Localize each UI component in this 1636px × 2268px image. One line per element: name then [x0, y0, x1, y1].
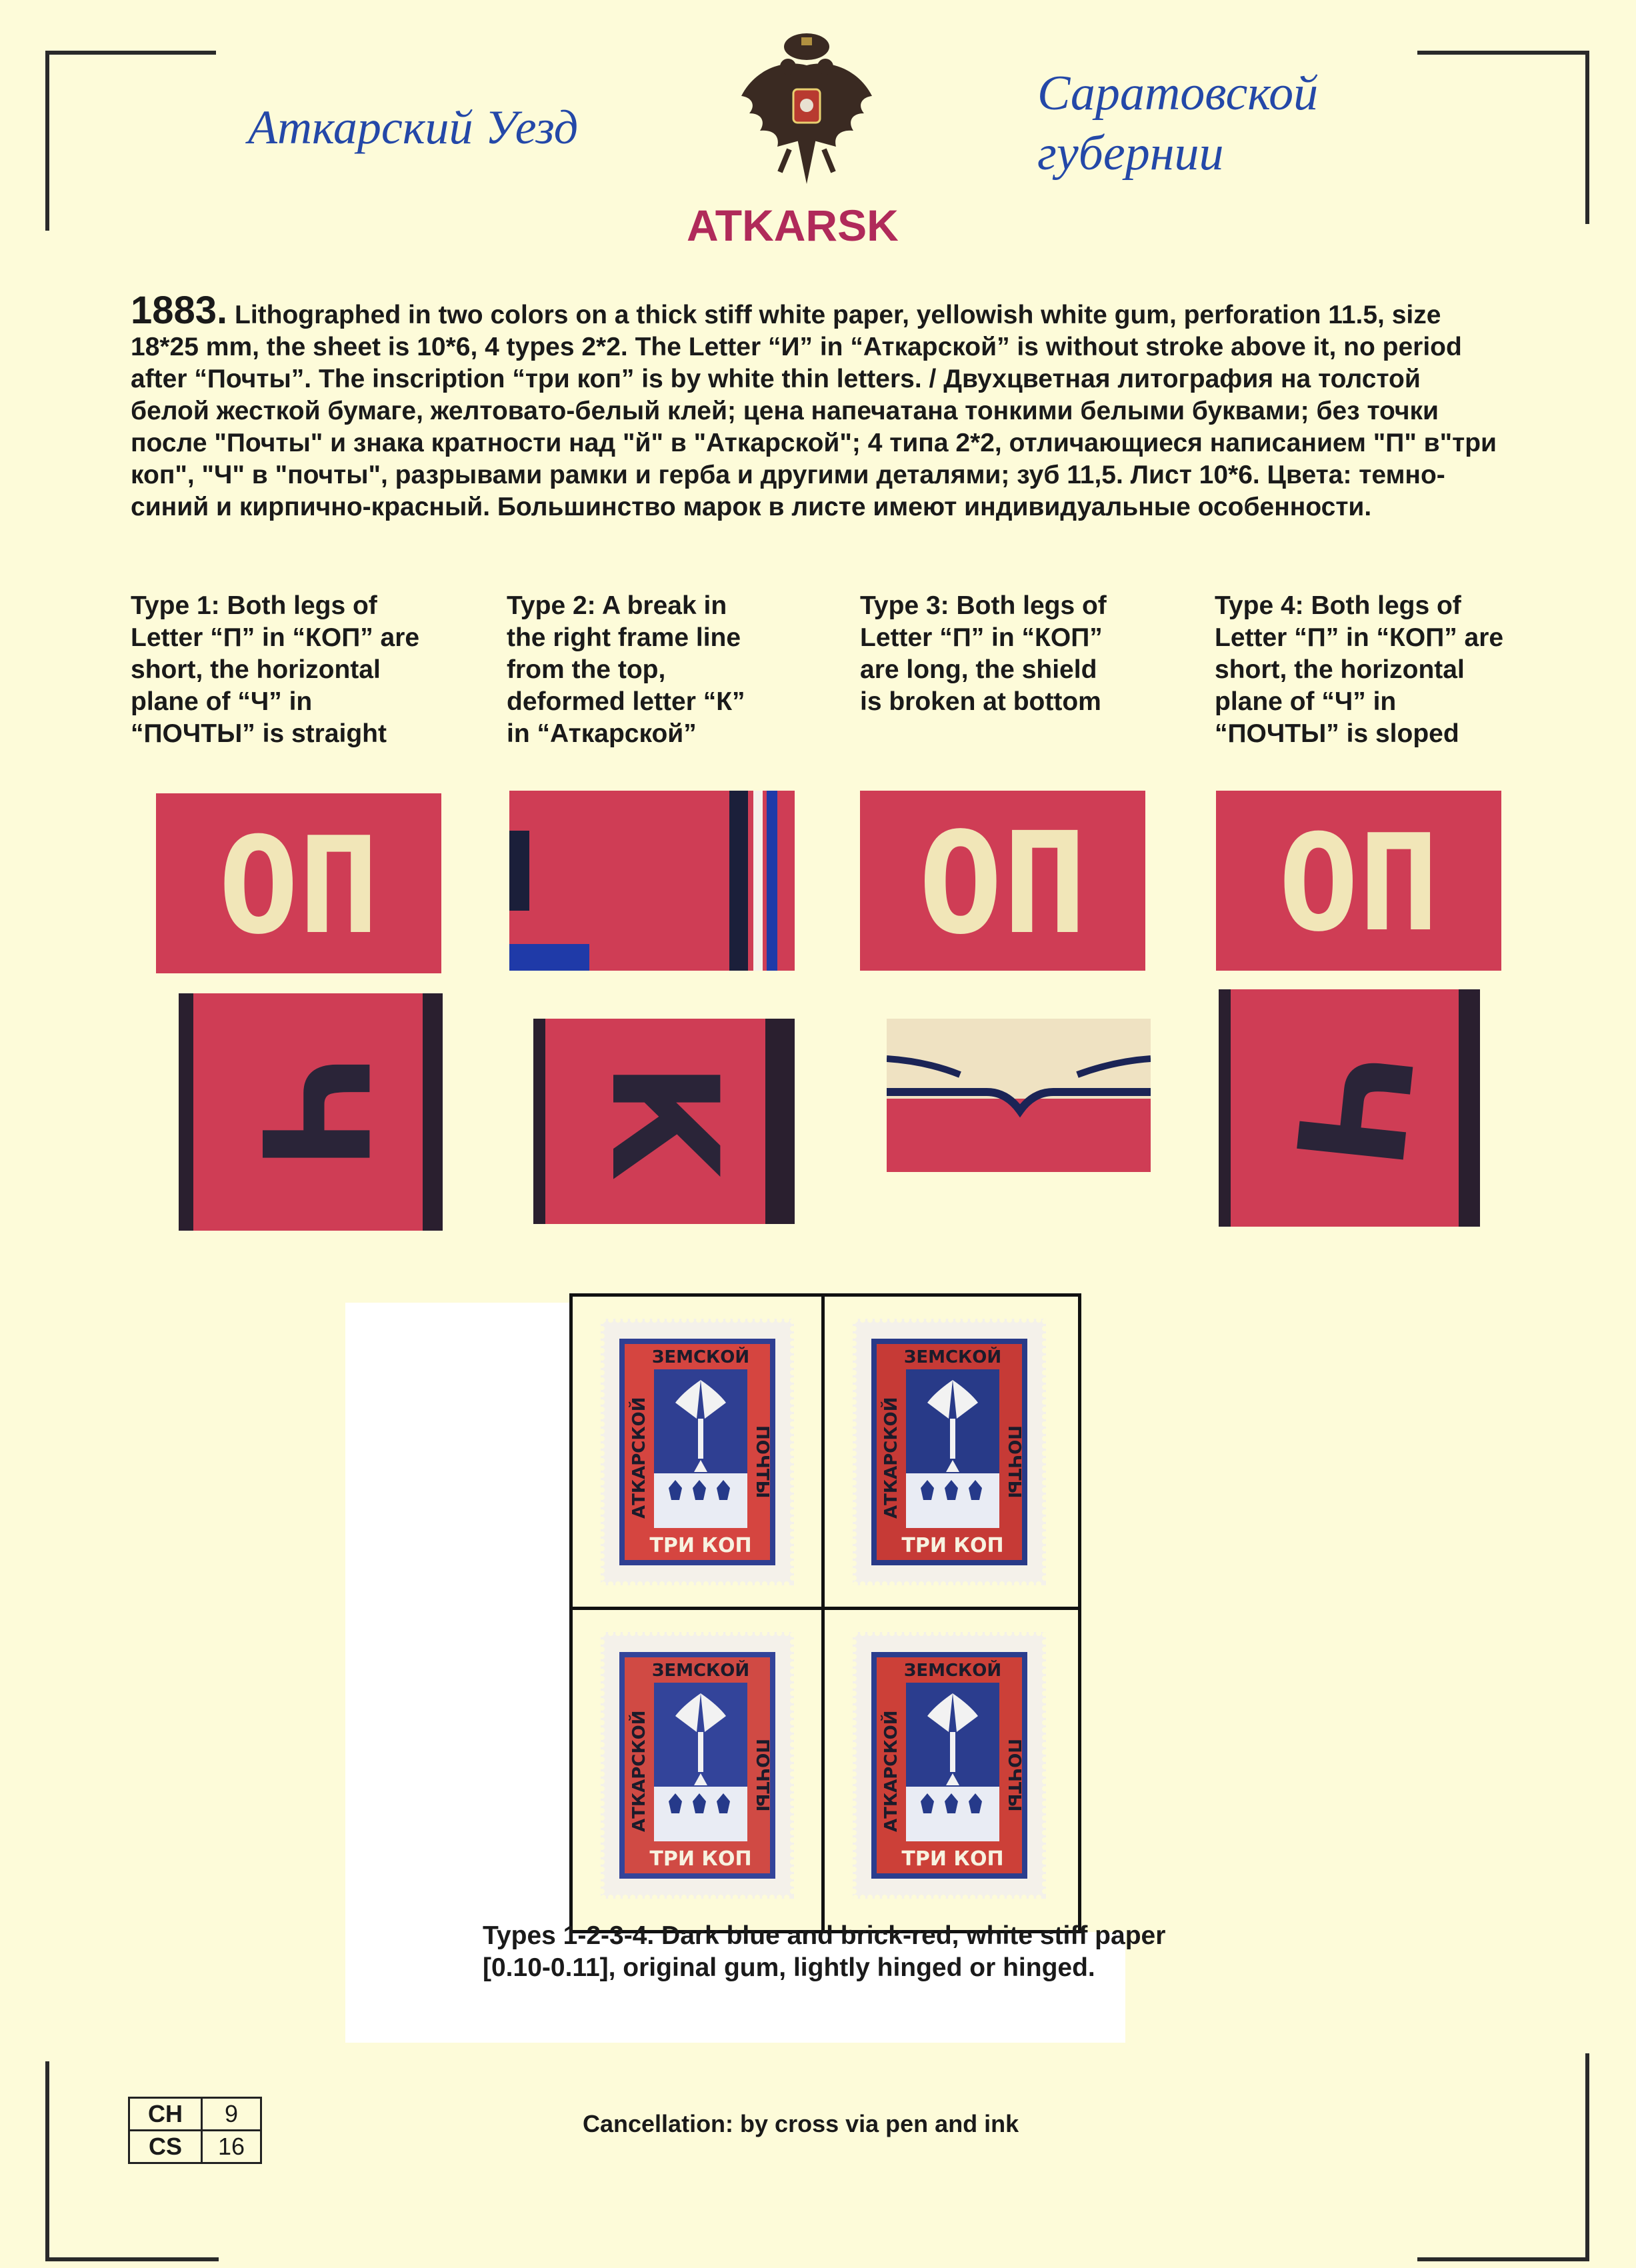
- type-line: Type 2: A break in: [507, 591, 727, 620]
- stamp-image: [601, 1632, 794, 1899]
- type-line: plane of “Ч” in: [131, 687, 313, 716]
- stamp-right-text: ПОЧТЫ: [751, 1738, 772, 1812]
- type-1-op-closeup: [156, 793, 441, 973]
- stamp-bottom-text: ТРИ КОП: [649, 1847, 752, 1871]
- ch-letter: Ч: [228, 1053, 399, 1171]
- type-line: Type 4: Both legs of: [1215, 591, 1461, 620]
- type-line: Letter “П” in “КОП” are: [1215, 623, 1504, 652]
- stamp-left-text: АТКАРСКОЙ: [629, 1397, 649, 1519]
- stamp-left-text: АТКАРСКОЙ: [629, 1710, 649, 1832]
- catalog-row: [129, 2098, 261, 2131]
- catalog-value: 9: [202, 2098, 261, 2131]
- stamp-type-3: [573, 1610, 821, 1920]
- type-2-frame-break-closeup: [509, 791, 795, 971]
- intro-text: Lithographed in two colors on a thick stiff white paper, yellowish white gum, perforation 11.5, size 18*25 mm, the sheet is 10*6, 4 types 2*2. The Letter “И” in “Аткарской” is without stroke above it, no period after “Почты”. The inscription “три коп” is by white thin letters. / Двухцветная литография на толстой белой жесткой бумаге, желтовато-белый клей; цена напечатана тонкими белыми буквами; без точки после "Почты" и знака кратности над "й" в "Аткарской"; 4 типа 2*2, отличающиеся написанием "П" в"три коп", "Ч" в "почты", разрывами рамки и герба и другими деталями; зуб 11,5. Лист 10*6. Цвета: темно-синий и кирпично-красный. Большинство марок в листе имеют индивидуальные особенности.: [131, 301, 1497, 521]
- stamp-right-text: ПОЧТЫ: [1003, 1425, 1024, 1499]
- type-4-ch-closeup: [1219, 989, 1480, 1227]
- stamp-top-text: ЗЕМСКОЙ: [651, 1347, 749, 1367]
- type-line: from the top,: [507, 655, 666, 684]
- type-line: in “Аткарской”: [507, 719, 697, 748]
- k-letter: К: [579, 1061, 749, 1181]
- stamp-bottom-text: ТРИ КОП: [901, 1847, 1004, 1871]
- op-letters: ОП: [1278, 806, 1439, 961]
- stamp-left-text: АТКАРСКОЙ: [881, 1710, 901, 1832]
- type-line: “ПОЧТЫ” is sloped: [1215, 719, 1459, 748]
- type-line: deformed letter “К”: [507, 687, 745, 716]
- type-3-shield-closeup: [887, 1019, 1151, 1172]
- type-line: Type 3: Both legs of: [860, 591, 1107, 620]
- type-3-description: [860, 590, 1107, 718]
- type-line: Letter “П” in “КОП”: [860, 623, 1103, 652]
- op-letters: ОП: [918, 802, 1087, 965]
- stamp-image: [853, 1632, 1046, 1899]
- type-2-description: [507, 590, 745, 750]
- type-1-description: [131, 590, 419, 750]
- province-title-line2: губернии: [1037, 126, 1224, 181]
- type-line: plane of “Ч” in: [1215, 687, 1397, 716]
- stamp-type-2: [825, 1297, 1073, 1607]
- type-4-op-closeup: [1216, 791, 1501, 971]
- corner-bracket-top-left: [45, 51, 216, 55]
- catalog-table: [128, 2097, 262, 2164]
- stamp-top-text: ЗЕМСКОЙ: [651, 1660, 749, 1681]
- stamp-right-text: ПОЧТЫ: [1003, 1738, 1024, 1812]
- stamp-type-1: [573, 1297, 821, 1607]
- stamp-right-text: ПОЧТЫ: [751, 1425, 772, 1499]
- type-line: short, the horizontal: [131, 655, 381, 684]
- type-line: “ПОЧТЫ” is straight: [131, 719, 387, 748]
- stamps-caption: [483, 1920, 1165, 1984]
- ch-letter: Ч: [1261, 1040, 1443, 1177]
- stamp-top-text: ЗЕМСКОЙ: [903, 1347, 1001, 1367]
- stamp-type-4: [825, 1610, 1073, 1920]
- catalog-key: CS: [129, 2131, 202, 2163]
- catalog-value: 16: [202, 2131, 261, 2163]
- corner-bracket-top-right: [1417, 51, 1589, 55]
- corner-bracket-bottom-right: [1417, 2257, 1589, 2261]
- caption-line: [0.10-0.11], original gum, lightly hinged or hinged.: [483, 1953, 1095, 1982]
- corner-bracket-bottom-left: [45, 2257, 219, 2261]
- corner-bracket-bottom-left: [45, 2061, 49, 2261]
- stamp-block-2x2: [569, 1293, 1081, 1933]
- type-2-k-closeup: [533, 1019, 795, 1224]
- stamp-left-text: АТКАРСКОЙ: [881, 1397, 901, 1519]
- intro-year: 1883.: [131, 289, 228, 332]
- type-line: short, the horizontal: [1215, 655, 1465, 684]
- province-title-line1: Саратовской: [1037, 66, 1319, 121]
- catalog-key: CH: [129, 2098, 202, 2131]
- city-title: ATKARSK: [687, 201, 899, 250]
- type-line: Type 1: Both legs of: [131, 591, 377, 620]
- type-line: the right frame line: [507, 623, 741, 652]
- stamp-bottom-text: ТРИ КОП: [901, 1533, 1004, 1557]
- double-headed-eagle-icon: [733, 32, 880, 192]
- caption-line: Types 1-2-3-4. Dark blue and brick-red, white stiff paper: [483, 1921, 1166, 1950]
- catalog-row: [129, 2131, 261, 2163]
- op-letters: ОП: [218, 809, 379, 964]
- stamp-image: [853, 1319, 1046, 1585]
- intro-paragraph: [131, 289, 1504, 523]
- stamp-image: [601, 1319, 794, 1585]
- type-1-ch-closeup: [179, 993, 443, 1231]
- type-4-description: [1215, 590, 1503, 750]
- type-line: is broken at bottom: [860, 687, 1101, 716]
- corner-bracket-top-left: [45, 51, 49, 231]
- corner-bracket-bottom-right: [1585, 2053, 1589, 2261]
- stamp-bottom-text: ТРИ КОП: [649, 1533, 752, 1557]
- type-line: are long, the shield: [860, 655, 1097, 684]
- cancellation-note: Cancellation: by cross via pen and ink: [583, 2110, 1019, 2137]
- corner-bracket-top-right: [1585, 51, 1589, 224]
- stamp-top-text: ЗЕМСКОЙ: [903, 1660, 1001, 1681]
- type-line: Letter “П” in “КОП” are: [131, 623, 420, 652]
- district-title: Аткарский Уезд: [248, 101, 579, 154]
- type-3-op-closeup: [860, 791, 1145, 971]
